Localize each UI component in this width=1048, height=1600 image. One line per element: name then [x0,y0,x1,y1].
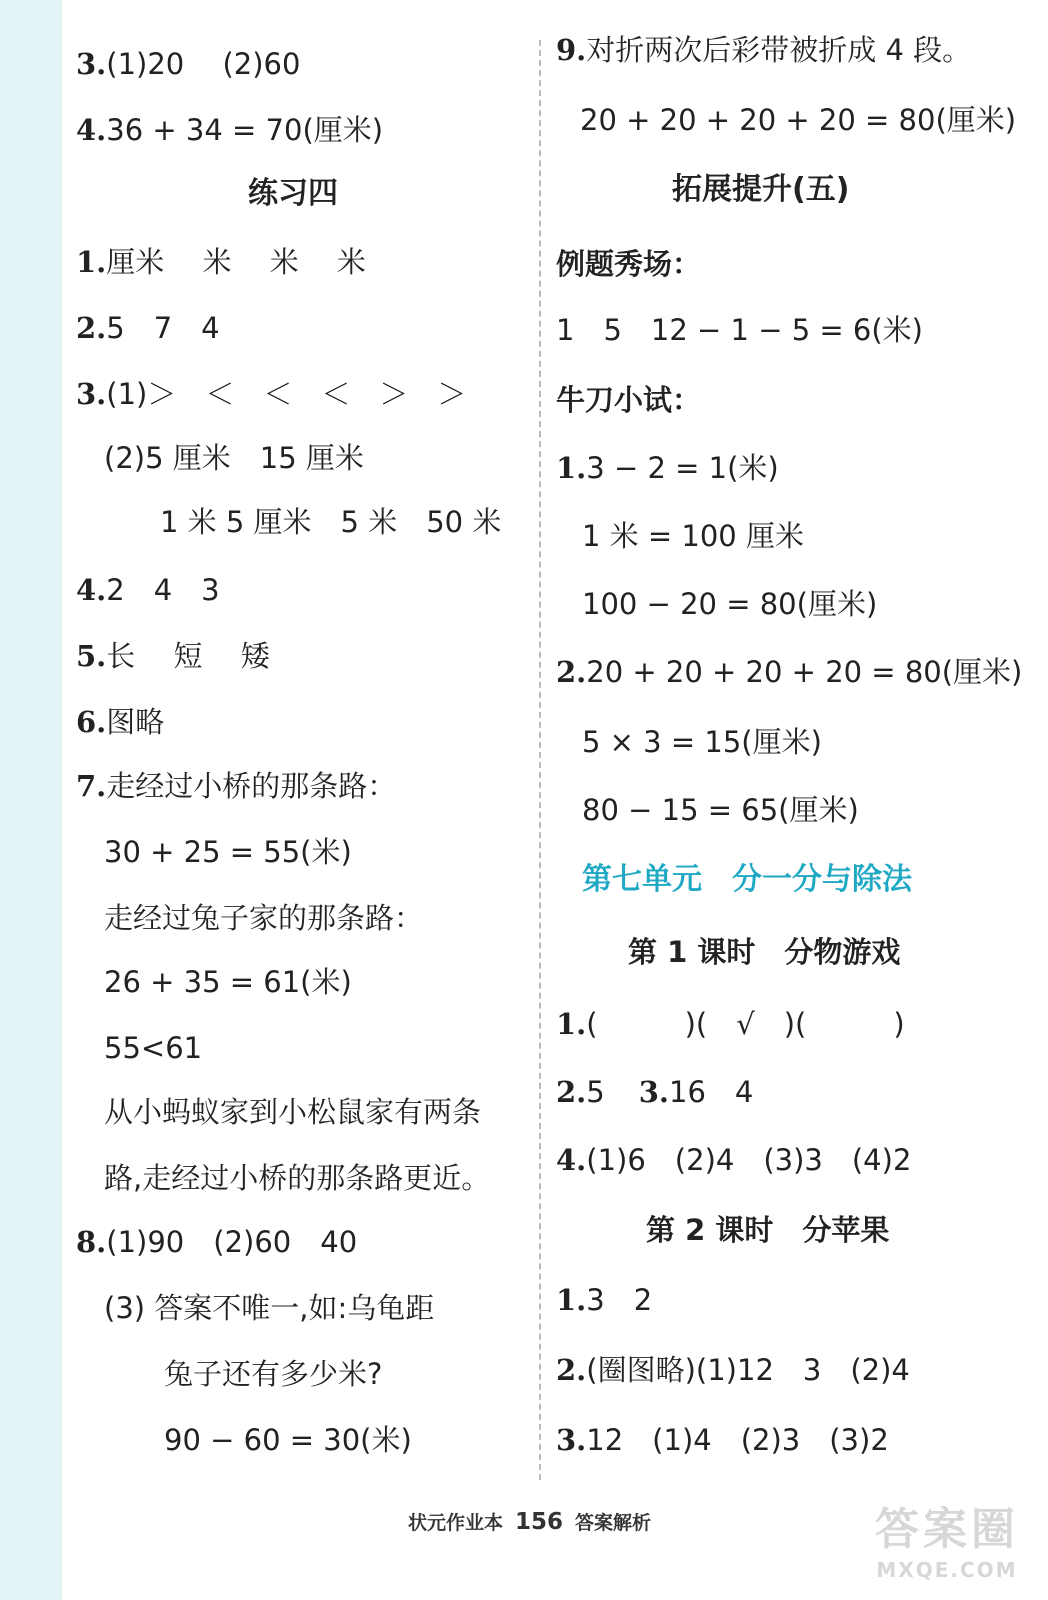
answer-number: 2. [76,311,107,345]
answer-number: 4. [76,113,107,147]
trial-answer-2-line2: 5 × 3 = 15(厘米) [582,725,822,759]
answer-number: 2. [556,655,587,689]
trial-answer-1-line3: 100 − 20 = 80(厘米) [582,587,878,621]
answer-number: 6. [76,705,107,739]
answer-number: 1. [556,1283,587,1317]
practice-answer-8 [76,1222,357,1262]
answer-text: 36 + 34 = 70(厘米) [106,113,384,147]
trial-answer-1-line2: 1 米 = 100 厘米 [582,519,804,553]
lesson-1-answer-4 [556,1140,911,1180]
page-footer [408,1504,651,1540]
practice-answer-7-line4: 26 + 35 = 61(米) [104,965,352,999]
practice-answer-7-line2: 30 + 25 = 55(米) [104,835,352,869]
answer-text: 5 [586,1075,605,1109]
answer-text: 图略 [106,705,165,739]
practice-answer-3-line2: (2)5 厘米 15 厘米 [104,441,364,475]
answer-9 [556,30,971,70]
answer-text: (1)6 (2)4 (3)3 (4)2 [586,1143,912,1177]
answer-number: 3. [76,47,107,81]
answer-number: 5. [76,639,107,673]
lesson-1-answer-2-3 [556,1072,753,1112]
column-divider [539,40,541,1480]
practice-answer-7-line6: 从小蚂蚁家到小松鼠家有两条 [104,1095,482,1129]
practice-answer-8-line3: 兔子还有多少米? [164,1357,383,1391]
trial-heading: 牛刀小试： [556,383,702,417]
answer-text: (1)20 (2)60 [106,47,301,81]
lesson-2-title: 第 2 课时 分苹果 [646,1213,890,1247]
answer-number: 4. [556,1143,587,1177]
answer-number: 3. [638,1075,670,1109]
answer-number: 1. [556,451,587,485]
practice-answer-6 [76,702,164,742]
answer-3 [76,44,300,84]
answer-text: ( )( √ )( ) [586,1007,905,1041]
answer-text: (圈图略)(1)12 3 (2)4 [586,1353,910,1387]
practice-answer-5 [76,636,270,676]
answer-number: 1. [76,245,107,279]
unit-title: 第七单元 分一分与除法 [582,862,912,897]
practice-answer-7-line7: 路,走经过小桥的那条路更近。 [104,1161,491,1195]
answer-number: 8. [76,1225,107,1259]
practice-answer-8-line4: 90 − 60 = 30(米) [164,1423,412,1457]
book-name: 状元作业本 [408,1512,504,1534]
lesson-2-answer-1 [556,1280,652,1320]
answer-text: 长 短 矮 [106,639,270,673]
practice-answer-7 [76,766,396,806]
trial-answer-2 [556,652,1022,692]
answer-9-line2: 20 + 20 + 20 + 20 = 80(厘米) [580,103,1017,137]
practice-answer-4 [76,570,220,610]
section-title-extension-5: 拓展提升(五) [672,172,850,207]
practice-answer-2 [76,308,220,348]
answer-text: 厘米 米 米 米 [106,245,366,279]
answer-text: 12 (1)4 (2)3 (3)2 [586,1423,889,1457]
answer-text: 走经过小桥的那条路： [106,769,397,803]
lesson-2-answer-2 [556,1350,910,1390]
watermark-text: 答案圈 [875,1504,1019,1555]
practice-answer-3 [76,374,466,414]
watermark-url: MXQE.COM [876,1558,1018,1582]
practice-answer-7-line3: 走经过兔子家的那条路： [104,901,424,935]
practice-answer-8-line2: (3) 答案不唯一,如:乌龟距 [104,1291,435,1325]
lesson-1-answer-1 [556,1004,905,1044]
watermark-logo [862,1502,1032,1594]
footer-section: 答案解析 [575,1512,652,1534]
answer-number: 4. [76,573,107,607]
answer-number: 2. [556,1353,587,1387]
answer-text: 5 7 4 [106,311,220,345]
page-number: 156 [515,1509,564,1535]
lesson-1-title: 第 1 课时 分物游戏 [628,935,901,969]
practice-answer-3-line3: 1 米 5 厘米 5 米 50 米 [160,505,502,539]
lesson-2-answer-3 [556,1420,889,1460]
practice-answer-1 [76,242,366,282]
answer-number: 3. [556,1423,587,1457]
answer-number: 2. [556,1075,587,1109]
answer-text: 3 2 [586,1283,653,1317]
trial-answer-1 [556,448,779,488]
answer-text: (1)90 (2)60 40 [106,1225,358,1259]
example-answer: 1 5 12 − 1 − 5 = 6(米) [556,313,923,347]
answer-text: 2 4 3 [106,573,220,607]
practice-answer-7-line5: 55<61 [104,1031,203,1065]
section-title-practice-4: 练习四 [248,176,338,211]
example-heading: 例题秀场： [556,247,702,281]
answer-text: 对折两次后彩带被折成 4 段。 [586,33,972,67]
answer-text: 16 4 [669,1075,754,1109]
answer-4 [76,110,383,150]
answer-number: 1. [556,1007,587,1041]
answer-text: 20 + 20 + 20 + 20 = 80(厘米) [586,655,1023,689]
answer-number: 3. [76,377,107,411]
answer-text: 3 − 2 = 1(米) [586,451,779,485]
trial-answer-2-line3: 80 − 15 = 65(厘米) [582,793,859,827]
answer-text: (1)＞ ＜ ＜ ＜ ＞ ＞ [106,377,467,411]
answer-number: 9. [556,33,587,67]
answer-number: 7. [76,769,107,803]
